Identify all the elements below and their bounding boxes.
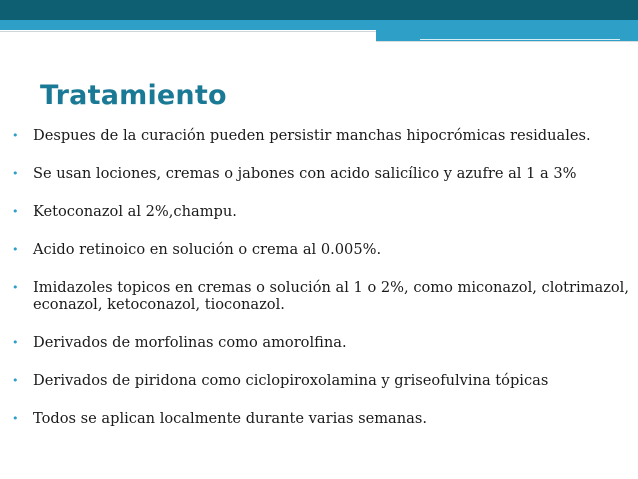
header-divider-right [376, 41, 638, 42]
bullet-text: Ketoconazol al 2%,champu. [33, 203, 237, 220]
bullet-text: Despues de la curación pueden persistir manchas hipocrómicas residuales. [33, 127, 591, 144]
bullet-list [12, 127, 632, 448]
header-highlight-line [420, 39, 620, 40]
slide-title: Tratamiento [40, 80, 227, 111]
bullet-item [12, 334, 632, 351]
bullet-dot-icon: • [12, 281, 19, 294]
header-band-tab [376, 20, 638, 41]
bullet-text: Acido retinoico en solución o crema al 0.005%. [33, 241, 382, 258]
bullet-dot-icon: • [12, 374, 19, 387]
header-band-dark [0, 0, 638, 20]
bullet-text: Todos se aplican localmente durante varias semanas. [33, 410, 427, 427]
bullet-dot-icon: • [12, 129, 19, 142]
bullet-dot-icon: • [12, 412, 19, 425]
bullet-dot-icon: • [12, 205, 19, 218]
bullet-text: Derivados de morfolinas como amorolfina. [33, 334, 347, 351]
bullet-item [12, 203, 632, 220]
bullet-text: Se usan lociones, cremas o jabones con acido salicílico y azufre al 1 a 3% [33, 165, 577, 182]
bullet-item [12, 410, 632, 427]
bullet-item [12, 127, 632, 144]
bullet-dot-icon: • [12, 167, 19, 180]
bullet-item [12, 241, 632, 258]
bullet-dot-icon: • [12, 336, 19, 349]
bullet-dot-icon: • [12, 243, 19, 256]
bullet-item [12, 165, 632, 182]
bullet-item [12, 372, 632, 389]
header-divider-left [0, 31, 376, 32]
bullet-text: Imidazoles topicos en cremas o solución al 1 o 2%, como miconazol, clotrimazol, econazol, ketoconazol, tioconazol. [33, 279, 629, 313]
bullet-text: Derivados de piridona como ciclopiroxolamina y griseofulvina tópicas [33, 372, 549, 389]
bullet-item [12, 279, 632, 313]
